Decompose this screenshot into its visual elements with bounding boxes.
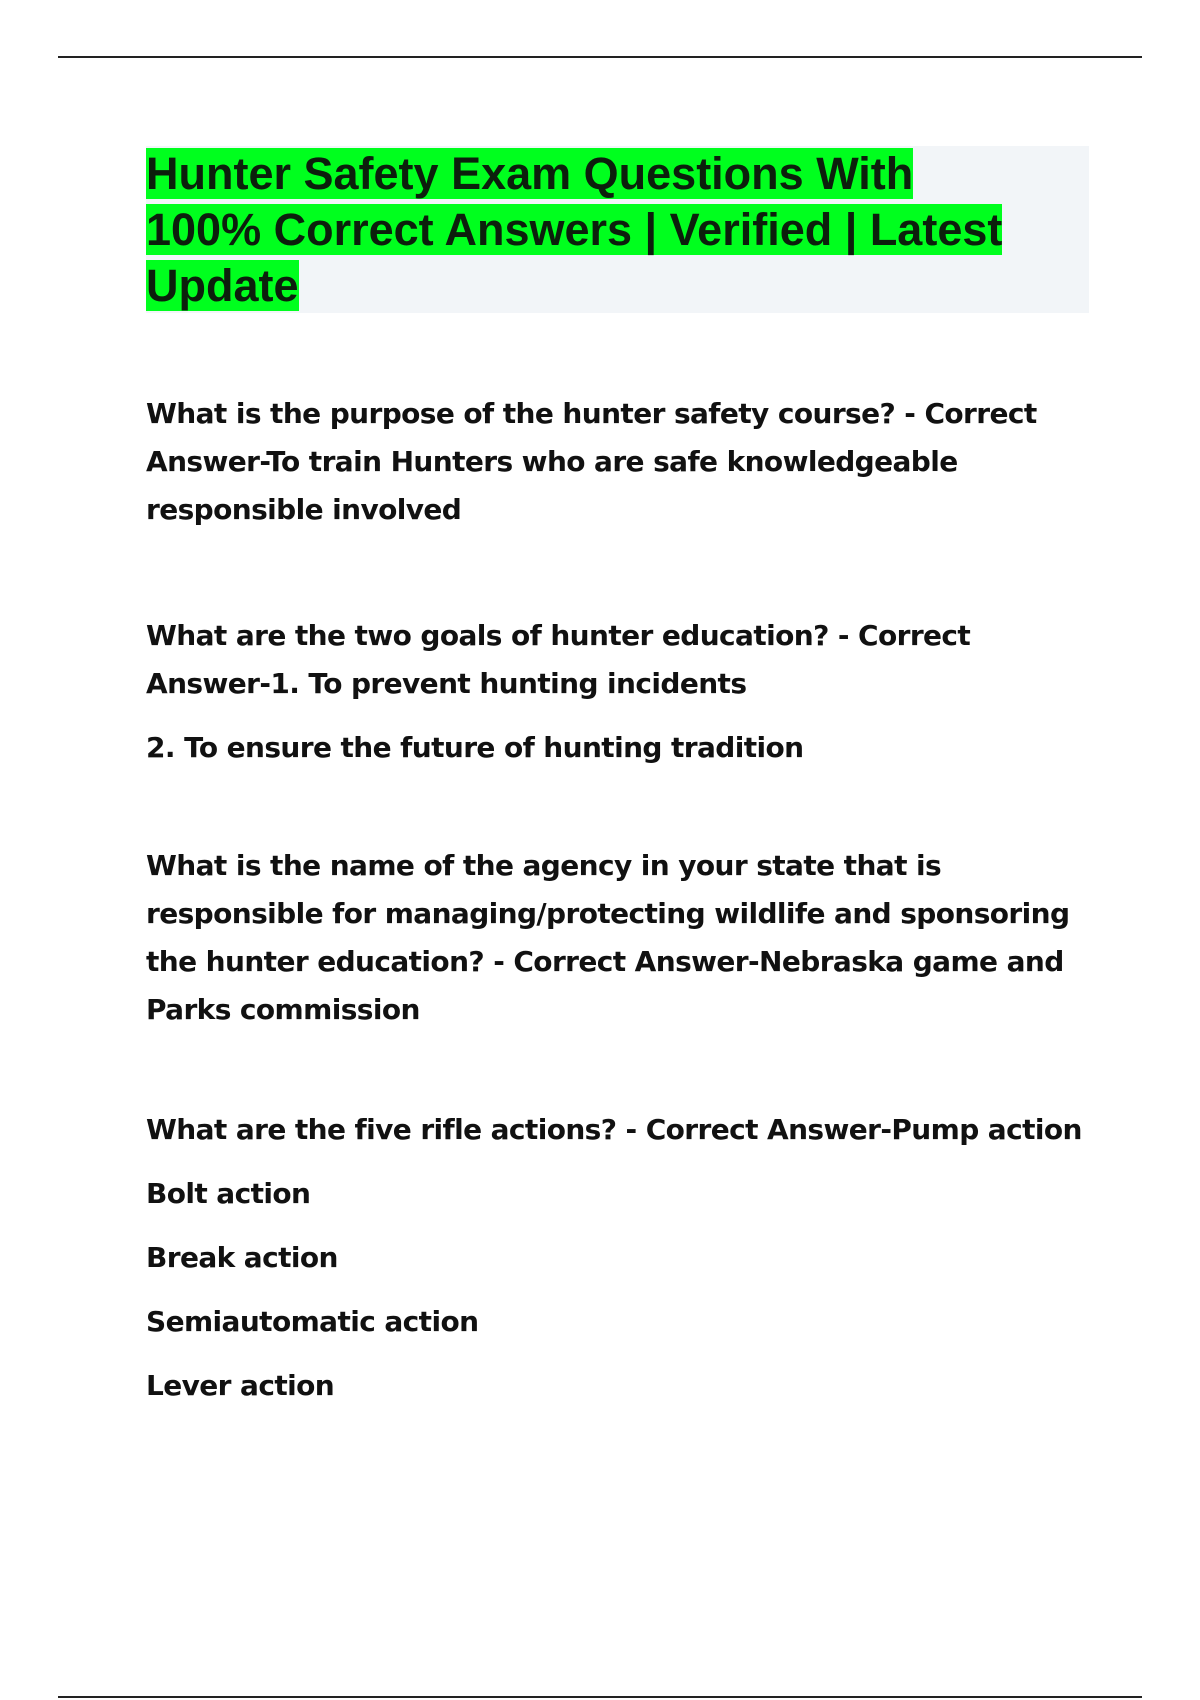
qa-item — [146, 612, 1086, 772]
qa-extra-line: 2. To ensure the future of hunting tradition — [146, 731, 804, 764]
document-title — [146, 146, 1089, 314]
title-line-1: Hunter Safety Exam Questions With — [146, 148, 914, 199]
qa-text: What are the two goals of hunter education? - Correct Answer-1. To prevent hunting incidents — [146, 619, 971, 700]
title-line-2: 100% Correct Answers | Verified | Latest — [146, 204, 1003, 255]
qa-extra-line: Bolt action — [146, 1177, 311, 1210]
title-block — [146, 146, 1089, 313]
title-line-3: Update — [146, 260, 299, 311]
qa-text: What are the five rifle actions? - Correct Answer-Pump action — [146, 1113, 1082, 1146]
qa-content — [146, 390, 1086, 1488]
qa-text: What is the name of the agency in your state that is responsible for managing/protecting wildlife and sponsoring the hunter education? - Correct Answer-Nebraska game and Parks commission — [146, 849, 1070, 1026]
header-rule — [58, 56, 1142, 58]
qa-item — [146, 390, 1086, 534]
footer-rule — [58, 1696, 1142, 1698]
qa-text: What is the purpose of the hunter safety course? - Correct Answer-To train Hunters who are safe knowledgeable responsible involved — [146, 397, 1037, 526]
qa-item — [146, 842, 1086, 1034]
qa-extra-line: Semiautomatic action — [146, 1305, 479, 1338]
qa-extra-line: Break action — [146, 1241, 338, 1274]
qa-extra-line: Lever action — [146, 1369, 335, 1402]
qa-item — [146, 1106, 1086, 1410]
